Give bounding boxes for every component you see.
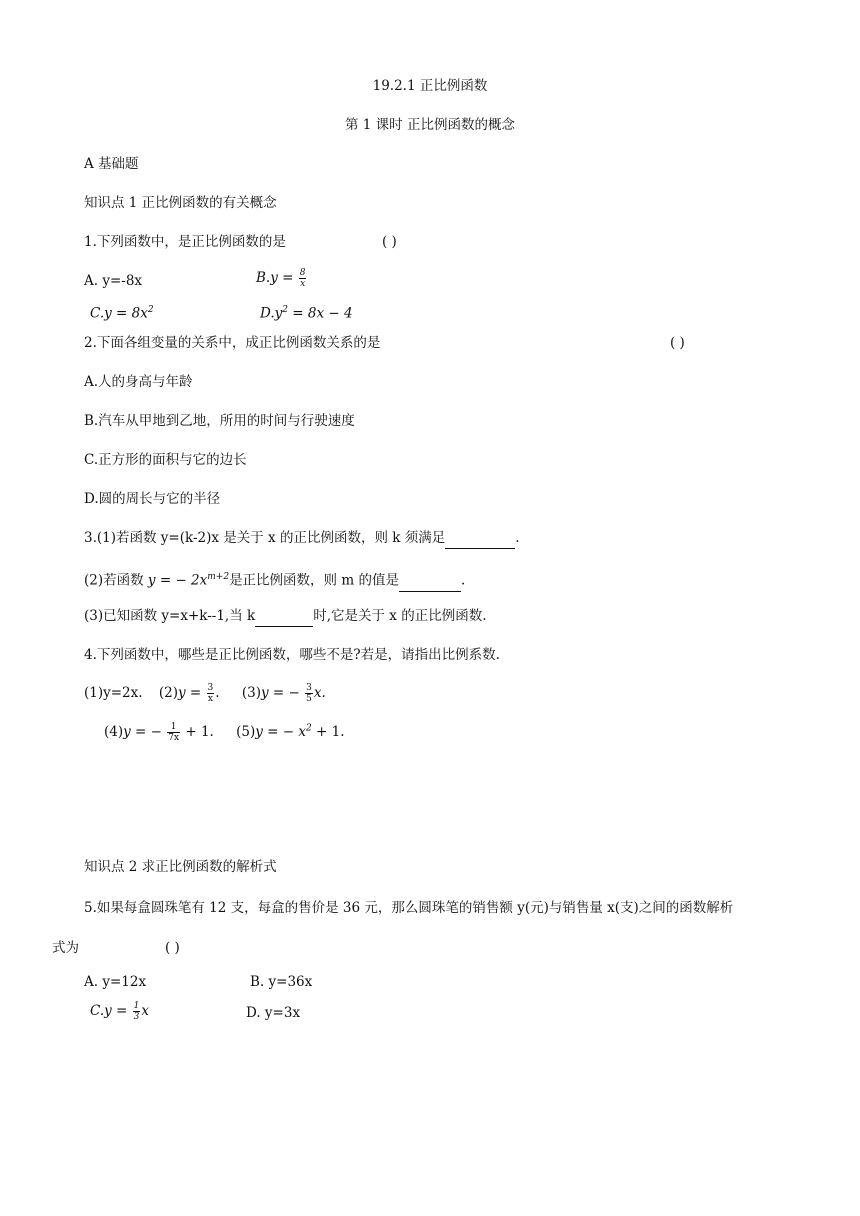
q5-option-b: B. y=36x — [250, 974, 313, 990]
q2-option-c: C.正方形的面积与它的边长 — [84, 452, 247, 468]
q1-option-a: A. y=-8x — [84, 273, 143, 289]
q2-stem: 2.下面各组变量的关系中，成正比例函数关系的是 — [84, 335, 381, 351]
lesson-subtitle: 第 1 课时 正比例函数的概念 — [345, 117, 515, 133]
answer-blank[interactable] — [445, 528, 515, 549]
q2-option-b: B.汽车从甲地到乙地，所用的时间与行驶速度 — [84, 413, 355, 429]
q2-option-a: A.人的身高与年龄 — [84, 374, 193, 390]
q1-option-b: B.y = $\frac{8}{x}$ — [256, 268, 306, 289]
q4-item-2: (2)y = $\frac{3}{x}$ . — [158, 683, 220, 704]
q3-part3: (3)已知函数 y=x+k--1,当 k 时,它是关于 x 的正比例函数. — [84, 606, 486, 627]
knowledge-point-1: 知识点 1 正比例函数的有关概念 — [84, 195, 277, 211]
q5-stem-line1: 5.如果每盒圆珠笔有 12 支，每盒的售价是 36 元，那么圆珠笔的销售额 y(元)与销售量 x(支)之间的函数解析 — [84, 900, 734, 916]
q5-option-c: C.y = $\frac{1}{3}$ x — [90, 1001, 150, 1022]
q4-stem: 4.下列函数中，哪些是正比例函数，哪些不是?若是，请指出比例系数. — [84, 647, 500, 663]
q4-item-1: (1)y=2x. — [84, 685, 143, 701]
section-heading: A 基础题 — [84, 156, 139, 172]
q1-option-c: $C.y = 8x^2$ — [90, 305, 154, 322]
knowledge-point-2: 知识点 2 求正比例函数的解析式 — [84, 859, 277, 875]
q3-part1: 3.(1)若函数 y=(k-2)x 是关于 x 的正比例函数，则 k 须满足 . — [84, 528, 520, 549]
q2-option-d: D.圆的周长与它的半径 — [84, 491, 221, 507]
page-title: 19.2.1 正比例函数 — [372, 78, 488, 94]
q5-option-a: A. y=12x — [84, 974, 147, 990]
q4-items-row1 — [84, 683, 326, 704]
answer-blank[interactable] — [399, 571, 461, 592]
fraction: $\frac{8}{x}$ — [299, 268, 306, 289]
q5-answer-paren: ( ) — [165, 940, 180, 956]
q4-items-row2 — [104, 718, 345, 743]
q5-stem-line2: 式为 — [52, 940, 79, 956]
answer-blank[interactable] — [255, 606, 313, 627]
q3-part2: (2)若函数 y = − $2x^{m+2}$是正比例函数，则 m 的值是 . — [84, 567, 465, 592]
q5-option-d: D. y=3x — [246, 1005, 301, 1021]
q1-stem: 1.下列函数中，是正比例函数的是 — [84, 234, 286, 250]
q4-item-5: (5)y = − $x^2 + 1$. — [236, 723, 345, 740]
q1-option-d: $D.y^2 = 8x - 4$ — [260, 305, 353, 322]
q1-answer-paren: ( ) — [382, 234, 397, 250]
q2-answer-paren: ( ) — [670, 335, 685, 351]
q4-item-4: (4)y = − $\frac{1}{7x}$ + 1. — [104, 721, 214, 743]
q4-item-3: (3)y = − $\frac{3}{5}$ x. — [241, 683, 326, 704]
